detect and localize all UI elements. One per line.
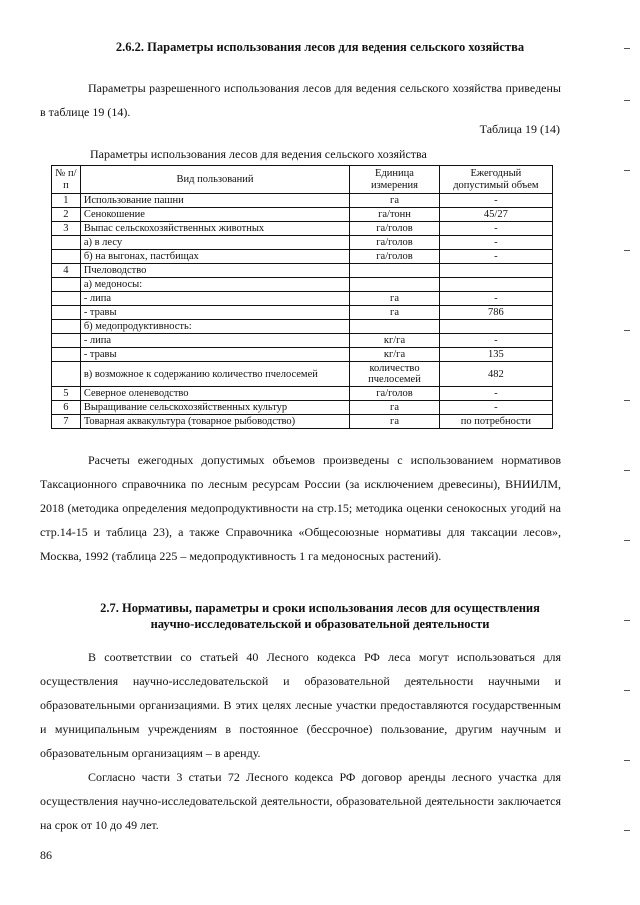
scan-mark <box>624 250 630 251</box>
row-kind: Северное оленеводство <box>80 387 349 401</box>
section-title: 2.6.2. Параметры использования лесов для ведения сельского хозяйства <box>115 40 525 54</box>
row-unit: га <box>350 401 440 415</box>
section-heading-2-6-2 <box>0 40 640 55</box>
table-row <box>52 194 553 208</box>
scan-mark <box>624 330 630 331</box>
table-19 <box>51 165 553 429</box>
paragraph-calculations: Расчеты ежегодных допустимых объемов произведены с использованием нормативов Таксационного справочника по лесным ресурсам России (за исключением древесины), ВНИИЛМ, 2018 (методика определения медопродуктивности на стр.15; методика оценки сенокосных угодий на стр.14-15 и таблица 23), а также Справочника «Общесоюзные нормативы для таксации лесов», Москва, 1992 (таблица 225 – медопродуктивность 1 га медоносных растений). <box>40 453 561 563</box>
section-title-line1: 2.7. Нормативы, параметры и сроки использования лесов для осуществления <box>100 601 540 615</box>
scan-mark <box>624 48 630 49</box>
table-row <box>52 236 553 250</box>
table-row <box>52 278 553 292</box>
table-row <box>52 320 553 334</box>
row-value: - <box>439 194 552 208</box>
scan-mark <box>624 540 630 541</box>
row-kind: - травы <box>80 306 349 320</box>
row-unit: га/голов <box>350 387 440 401</box>
row-num <box>52 362 81 387</box>
row-num: 7 <box>52 415 81 429</box>
row-value: 45/27 <box>439 208 552 222</box>
table-row <box>52 334 553 348</box>
paragraph-article-72: Согласно части 3 статьи 72 Лесного кодекса РФ договор аренды лесного участка для осуществления научно-исследовательской деятельности, образовательной деятельности заключается на срок от 10 до 49 лет. <box>40 770 561 832</box>
table-number: Таблица 19 (14) <box>479 122 560 136</box>
row-value <box>439 320 552 334</box>
row-value: - <box>439 292 552 306</box>
row-unit: га <box>350 415 440 429</box>
row-num <box>52 236 81 250</box>
header-kind: Вид пользований <box>80 166 349 194</box>
row-value: по потребности <box>439 415 552 429</box>
row-unit: га <box>350 292 440 306</box>
table-row <box>52 250 553 264</box>
row-num <box>52 278 81 292</box>
scan-mark <box>624 100 630 101</box>
table-row <box>52 208 553 222</box>
table-row <box>52 264 553 278</box>
row-num: 5 <box>52 387 81 401</box>
row-kind: - липа <box>80 334 349 348</box>
header-unit: Единица измерения <box>350 166 440 194</box>
row-unit: га <box>350 306 440 320</box>
header-num: № п/п <box>52 166 81 194</box>
row-kind: Выращивание сельскохозяйственных культур <box>80 401 349 415</box>
table-row <box>52 415 553 429</box>
scan-mark <box>624 760 630 761</box>
header-volume: Ежегодный допустимый объем <box>439 166 552 194</box>
row-unit: га/голов <box>350 222 440 236</box>
scan-mark <box>624 400 630 401</box>
row-kind: а) медоносы: <box>80 278 349 292</box>
table-row <box>52 292 553 306</box>
row-value: - <box>439 334 552 348</box>
row-value: - <box>439 387 552 401</box>
row-kind: - липа <box>80 292 349 306</box>
page-number: 86 <box>40 848 52 862</box>
row-num <box>52 292 81 306</box>
table-row <box>52 362 553 387</box>
table-caption: Параметры использования лесов для ведения сельского хозяйства <box>90 147 427 161</box>
row-kind: б) на выгонах, пастбищах <box>80 250 349 264</box>
row-kind: Выпас сельскохозяйственных животных <box>80 222 349 236</box>
row-num <box>52 250 81 264</box>
row-value: - <box>439 250 552 264</box>
row-kind: Товарная аквакультура (товарное рыбоводство) <box>80 415 349 429</box>
row-num <box>52 306 81 320</box>
scan-mark <box>624 470 630 471</box>
table-row <box>52 387 553 401</box>
row-num <box>52 348 81 362</box>
table-row <box>52 222 553 236</box>
scan-mark <box>624 620 630 621</box>
row-num <box>52 320 81 334</box>
row-unit: га/голов <box>350 250 440 264</box>
row-kind: в) возможное к содержанию количество пчелосемей <box>80 362 349 387</box>
row-unit <box>350 278 440 292</box>
section-heading-2-7 <box>60 600 580 632</box>
row-unit <box>350 320 440 334</box>
scan-edge-marks <box>624 40 634 860</box>
row-unit: га/тонн <box>350 208 440 222</box>
row-unit: кг/га <box>350 334 440 348</box>
row-num: 1 <box>52 194 81 208</box>
table-row <box>52 306 553 320</box>
row-value <box>439 264 552 278</box>
row-unit <box>350 264 440 278</box>
row-unit: количество пчелосемей <box>350 362 440 387</box>
row-kind: Использование пашни <box>80 194 349 208</box>
table-row <box>52 401 553 415</box>
row-kind: Пчеловодство <box>80 264 349 278</box>
row-value: - <box>439 401 552 415</box>
row-kind: Сенокошение <box>80 208 349 222</box>
table-header-row <box>52 166 553 194</box>
row-kind: - травы <box>80 348 349 362</box>
table-body <box>52 194 553 429</box>
paragraph-article-40: В соответствии со статьей 40 Лесного кодекса РФ леса могут использоваться для осуществления научно-исследовательской и образовательной деятельности научными и образовательными организациями. В этих целях лесные участки предоставляются государственным и муниципальным учреждениям в постоянное (бессрочное) пользование, другим научным и образовательным организациям – в аренду. <box>40 650 561 760</box>
paragraph-intro: Параметры разрешенного использования лесов для ведения сельского хозяйства приведены в таблице 19 (14). <box>40 81 561 119</box>
row-value: 482 <box>439 362 552 387</box>
row-value: - <box>439 236 552 250</box>
table-row <box>52 348 553 362</box>
section-title-line2: научно-исследовательской и образовательной деятельности <box>150 617 490 631</box>
row-kind: б) медопродуктивность: <box>80 320 349 334</box>
scan-mark <box>624 830 630 831</box>
row-kind: а) в лесу <box>80 236 349 250</box>
row-unit: га <box>350 194 440 208</box>
row-value <box>439 278 552 292</box>
row-value: - <box>439 222 552 236</box>
row-num: 3 <box>52 222 81 236</box>
row-unit: га/голов <box>350 236 440 250</box>
row-value: 135 <box>439 348 552 362</box>
row-num: 4 <box>52 264 81 278</box>
row-num <box>52 334 81 348</box>
row-value: 786 <box>439 306 552 320</box>
row-num: 6 <box>52 401 81 415</box>
row-unit: кг/га <box>350 348 440 362</box>
row-num: 2 <box>52 208 81 222</box>
scan-mark <box>624 170 630 171</box>
scan-mark <box>624 690 630 691</box>
